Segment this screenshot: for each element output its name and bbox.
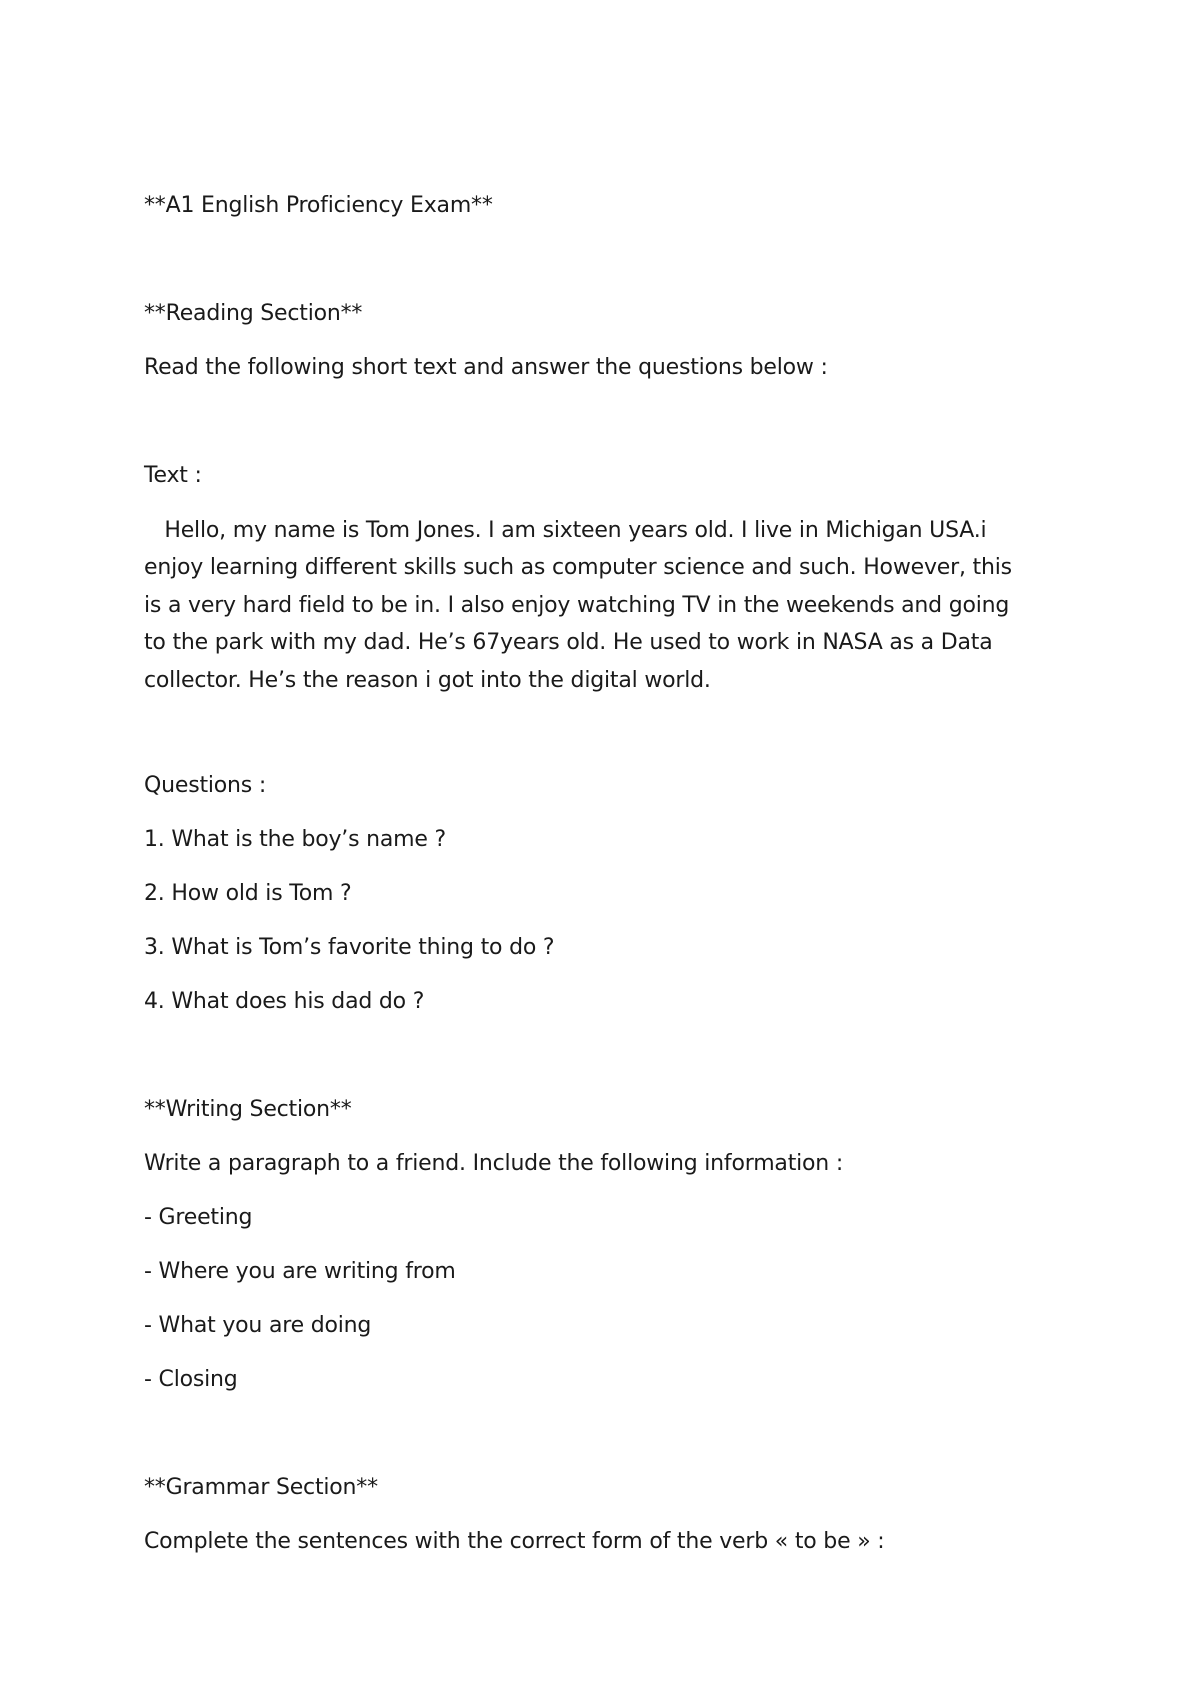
writing-list-item: - Where you are writing from [144, 1259, 456, 1284]
grammar-instruction: Complete the sentences with the correct form of the verb « to be » : [144, 1529, 885, 1554]
passage-line: enjoy learning different skills such as computer science and such. However, this [144, 555, 1012, 581]
exam-title: **A1 English Proficiency Exam** [144, 193, 493, 218]
question-item: 1. What is the boy’s name ? [144, 827, 446, 852]
passage-line: collector. He’s the reason i got into the digital world. [144, 667, 711, 693]
passage-line: Hello, my name is Tom Jones. I am sixteen years old. I live in Michigan USA.i [144, 518, 987, 543]
question-item: 3. What is Tom’s favorite thing to do ? [144, 935, 555, 960]
reading-instruction: Read the following short text and answer the questions below : [144, 355, 828, 380]
writing-list-item: - What you are doing [144, 1313, 372, 1338]
passage-line: is a very hard field to be in. I also enjoy watching TV in the weekends and going [144, 592, 1010, 618]
writing-section-heading: **Writing Section** [144, 1097, 352, 1122]
writing-list-item: - Closing [144, 1367, 238, 1392]
writing-instruction: Write a paragraph to a friend. Include the following information : [144, 1151, 844, 1176]
text-label: Text : [144, 463, 202, 488]
question-item: 2. How old is Tom ? [144, 881, 352, 906]
questions-label: Questions : [144, 773, 267, 798]
passage-line: to the park with my dad. He’s 67years old. He used to work in NASA as a Data [144, 630, 993, 656]
grammar-section-heading: **Grammar Section** [144, 1475, 378, 1500]
question-item: 4. What does his dad do ? [144, 989, 425, 1014]
writing-list-item: - Greeting [144, 1205, 253, 1230]
reading-section-heading: **Reading Section** [144, 301, 363, 326]
reading-passage [144, 512, 1064, 699]
